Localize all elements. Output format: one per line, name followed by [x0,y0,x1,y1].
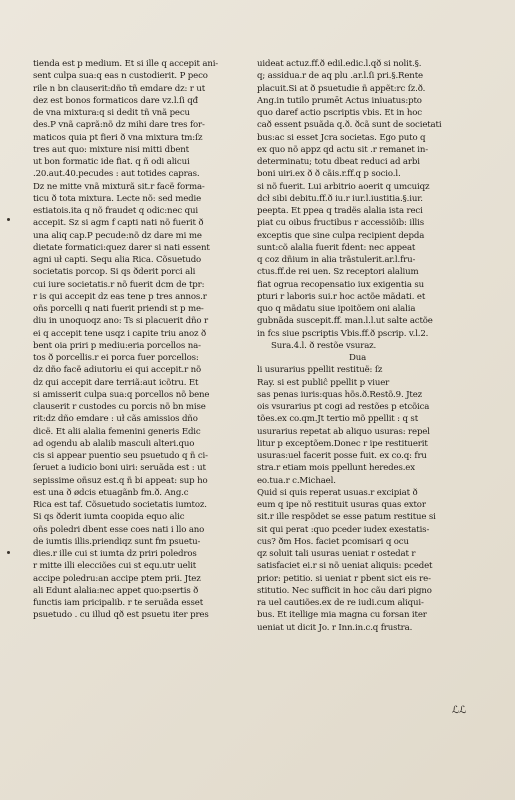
left-column-line: Si qs ðderit iumta coopida equo alic [33,512,185,523]
left-column-line: .20.aut.40.pecudes : aut totides capras. [33,169,200,180]
right-column-line: Sura.4.l. ð restõe vsuraz. [271,340,377,351]
left-column-line: sepissime oñsuz est.q ñ bi appeat: sup ho [33,475,208,486]
right-text-column [257,58,479,634]
right-column-line: ueniat ut dicit Jo. r Inn.in.c.q frustra. [257,622,413,633]
left-column-line: ſeruet a iudicio boni uiri: seruãda est : ut [33,463,206,474]
left-column-line: ut bon formatic ide fiat. q ñ odi alicui [33,157,190,167]
right-column-line: sit.r ille respõdet se esse patum restitue si [257,512,436,523]
binding-hole-mark [7,218,10,221]
right-column-line: q coz dñium in alia trãstulerit.ar.l.fru- [257,255,416,265]
right-column-line: ctus.ff.de rei uen. Sz receptori alalium [257,267,419,278]
left-column-line: r is qui accepit dz eas tene p tres annos.r [33,291,207,302]
right-column-line: dcł sibi debitu.ff.ð iu.r iur.l.iustitia.§.iur. [257,193,423,204]
right-column-line: boni uiri.ex ð ð cãis.r.ff.q p socio.l. [257,169,401,180]
left-column-line: oñs porcelli q nati fuerit priendi st p me- [33,304,204,314]
right-column-line: stra.r etiam mois ppellunt heredes.ex [257,463,415,474]
left-column-line: si amisserit culpa sua:q porcellos nõ bene [33,389,210,400]
left-column-line: sent culpa sua:q eas n custodierit. P peco [33,71,208,82]
left-column-line: accipe poledru:an accipe ptem prii. Jtez [33,573,201,584]
right-column-line: eum q ipe nõ restituit usuras quas extor [257,500,426,510]
right-column-line: li usurarius ppellit restituë: ſz [257,365,383,376]
left-column-line: dz dño facë adiutoriu ei qui accepit.r nõ [33,365,202,376]
right-column-line: bus:ac si esset Jcra societas. Ego puto q [257,132,426,143]
right-column-line: si nõ fuerit. Lui arbitrio aoerit q umcuiqz [257,181,430,192]
right-column-line: uideat actuz.ff.ð edil.edic.l.qð si nolit.§. [257,59,422,69]
right-column-line: eo.tua.r c.Michael. [257,475,336,486]
right-column-line: q; assidua.r de aq plu .ar.l.ſi pri.§.Rente [257,71,423,82]
left-column-line: dietate formatici:quez darer si nati essent [33,242,210,253]
right-column-line: peepta. Et ppea q tradës alalia ista reci [257,206,423,216]
binding-hole-mark [7,551,10,554]
right-column-line: usurarius repetat ab aliquo usuras: repel [257,426,430,437]
right-column-line: stitutio. Nec sufficit in hoc cãu dari pigno [257,585,432,596]
right-column-line: Dua [349,353,367,363]
left-column-line: estiatois.ita q nõ fraudet q odic:nec qui [33,206,198,216]
left-column-line: accepit. Sz si agm f capti nati nõ fuerit ð [33,218,204,229]
left-column-line: dez est bonos formaticos dare vz.l.ſi qđ [33,95,198,106]
left-column-line: clauserit r custodes cu porcis nõ bn mise [33,402,206,412]
right-column-line: ex quo nõ appz qd actu sit .r remanet in- [257,144,429,155]
right-column-line: qz soluit tali usuras ueniat r ostedat r [257,549,416,559]
right-column-line: cus? ðm Hos. faciet pcomisari q ocu [257,536,409,547]
left-column-line: tos ð porcellis.r ei porca fuer porcellos: [33,353,199,363]
right-column-line: fiat ogrua recopensatio iux exigentia su [257,279,425,290]
left-column-line: maticos quia pt fieri ð vna mixtura tm:ſz [33,132,203,143]
right-column-line: gubnãda suscepit.ff. man.l.l.ut salte actõe [257,316,433,327]
left-text-column [33,58,241,622]
right-column-line: quo q mãdatu siue ipoitõem oni alalia [257,304,416,314]
right-column-line: piat cu oibus fructibus r accessiõib: illis [257,218,425,229]
left-column-line: una aliq cap.P pecude:nõ dz dare mi me [33,230,202,241]
right-column-line: Ang.in tutilo prumēt Actus iniuatus:pto [257,95,422,106]
left-column-line: functis iam pricipalib. r te seruãda esset [33,598,204,608]
right-column-line: usuras:uel facerit posse fuit. ex co.q: fru [257,451,427,461]
left-column-line: ad ogendu ab alalib masculi alteri.quo [33,438,195,449]
right-column-line: determinatu; totu dbeat reduci ad arbi [257,157,420,167]
right-column-line: quo daref actio pscriptis vbis. Et in hoc [257,108,422,118]
left-column-line: oñs poledri dbent esse coes nati i llo ano [33,524,205,535]
right-column-line: Ray. si est publiĉ ppellit p viuer [257,377,390,388]
left-column-line: psuetudo . cu illud qð est psuetu iter pres [33,610,209,621]
left-column-line: dz qui accepit dare terriã:aut icõtru. Et [33,377,199,388]
left-column-line: de iumtis illis.priendiqz sunt fm psuetu- [33,536,201,547]
left-column-line: cui iure societatis.r nõ fuerit dcm de tpr: [33,279,205,290]
right-column-line: cað essent psuãda q.ð. ðcã sunt de societati [257,120,442,131]
right-column-line: bus. Et itellige mia magna cu forsan iter [257,610,427,621]
right-column-line: placuit.Si at ð psuetudie ñ appẽt:rc ſz.ð. [257,83,426,94]
left-column-line: ei q accepit tene usqz i capite triu anoz ð [33,328,206,339]
left-column-line: rit:dz dño emdare : uł cãs amissios dño [33,414,198,425]
left-column-line: agni uł capti. Sequ alia Rica. Cõsuetudo [33,255,202,265]
left-column-line: bent oia priri p mediu:eria porcellos na- [33,340,201,351]
left-column-line: Rica est taf. Cõsuetudo societatis iumtoz. [33,500,207,510]
right-column-line: satisfaciet ei.r si nõ ueniat aliquis: pcedet [257,561,433,572]
left-column-line: des.P vnã caprã:nõ dz mihi dare tres for- [33,120,205,131]
left-column-line: tienda est p medium. Et si ille q accepit ani- [33,59,219,69]
left-column-line: diu in unoquoqz ano: Ts si placuerit dño r [33,316,208,327]
left-column-line: ali Edunt alalia:nec appet quo:psertis ð [33,585,199,596]
right-column-line: Quid si quis reperat usuas.r excipiat ð [257,487,418,498]
left-column-line: rile n bn clauserit:dño tñ emdare dz: r ut [33,83,206,94]
left-column-line: r mitte illi elecciões cui st equ.utr uelit [33,561,197,572]
left-column-line: dicë. Et alii alalia femenini generis Edic [33,426,201,437]
left-column-line: tres aut quo: mixture nisi mitti dbent [33,144,189,155]
left-column-line: societatis porcop. Si qs ðderit porci ali [33,267,196,278]
left-column-line: Dz ne mitte vnã mixturã sit.r facë forma- [33,181,205,192]
left-column-line: ticu ð tota mixtura. Lecte nõ: sed medie [33,193,202,204]
left-column-line: dies.r ille cui st iumta dz priri poledros [33,549,197,559]
right-column-line: exceptis que sine culpa recipient depda [257,230,425,241]
left-column-line: cis si appear puentio seu psuetudo q ñ ci- [33,451,208,461]
right-column-line: litur p exceptõem.Donec r ipe restituerit [257,438,428,449]
left-column-line: est una ð ødcis etuagãnb fm.ð. Ang.c [33,487,189,498]
right-column-line: pturi r laboris sui.r hoc actõe mãdati. et [257,291,426,302]
left-column-line: de vna mixtura:q si dedit tñ vnã pecu [33,108,190,118]
right-column-line: sit qui perat :quo pceder iudex exestatis- [257,524,430,535]
right-column-line: sas penas iuris:quas hõs.ð.Restõ.9. Jtez [257,389,423,400]
right-column-line: ois vsurarius pt cogi ad restões p etcõica [257,402,430,412]
signature-mark: ℒℒ [452,705,467,716]
right-column-line: tões.ex co.qm.Jt tertio mõ ppellit : q st [257,414,419,425]
right-column-line: prior: petitio. si ueniat r pbent sict eis re- [257,573,431,584]
right-column-line: ra uel cautiões.ex de re iudi.cum aliqui- [257,598,424,608]
right-column-line: in fcs siue pscriptis Vbis.ff.ð pscrip. v.l.2. [257,328,429,339]
right-column-line: sunt:cõ alalia fuerit fdent: nec appeat [257,242,416,253]
